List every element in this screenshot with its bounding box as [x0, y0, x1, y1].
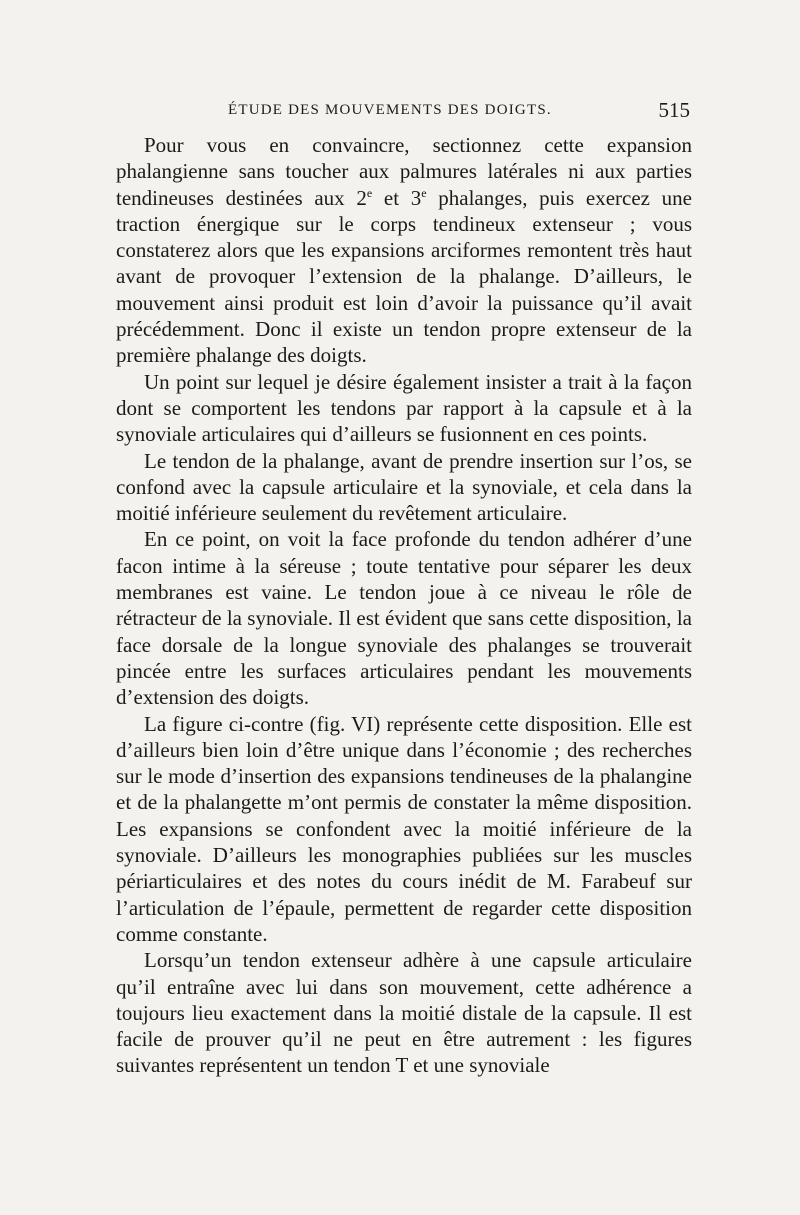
paragraph-1-part-c: phalanges, puis exercez une traction énergique sur le corps tendineux extenseur ; vous constaterez alors que les expansions arciformes remontent très haut avant de provoquer l’extension de la phalange. D’ailleurs, le mouvement ainsi produit est loin d’avoir la puissance qu’il avait précédemment. Donc il existe un tendon propre extenseur de la première phalange des doigts.	[116, 185, 692, 368]
running-header	[118, 98, 690, 128]
running-title: ÉTUDE DES MOUVEMENTS DES DOIGTS.	[228, 102, 552, 118]
paragraph-2: Un point sur lequel je désire également insister a trait à la façon dont se comportent les tendons par rapport à la capsule et à la synoviale articulaires qui d’ailleurs se fusionnent en ces points.	[116, 369, 692, 447]
paragraph-3: Le tendon de la phalange, avant de prendre insertion sur l’os, se confond avec la capsule articulaire et la synoviale, et cela dans la moitié inférieure seulement du revêtement articulaire.	[116, 448, 692, 526]
paragraph-1-part-b: et 3	[372, 185, 422, 210]
paragraph-6: Lorsqu’un tendon extenseur adhère à une capsule articulaire qu’il entraîne avec lui dans son mouvement, cette adhérence a toujours lieu exactement dans la moitié distale de la capsule. Il est facile de prouver qu’il ne peut en être autrement : les figures suivantes représentent un tendon T et une synoviale	[116, 948, 692, 1078]
page-number: 515	[658, 98, 690, 122]
paragraph-4: En ce point, on voit la face profonde du tendon adhérer d’une facon intime à la séreuse ; toute tentative pour séparer les deux membranes est vaine. Le tendon joue à ce niveau le rôle de rétracteur de la synoviale. Il est évident que sans cette disposition, la face dorsale de la longue synoviale des phalanges se trouverait pincée entre les surfaces articulaires pendant les mouvements d’extension des doigts.	[116, 527, 692, 710]
superscript-e-1: e	[366, 185, 373, 200]
superscript-e-2: e	[421, 185, 427, 200]
body-text	[116, 132, 692, 1079]
paragraph-1	[116, 132, 692, 369]
paragraph-1-part-a: Pour vous en convaincre, sectionnez cette expansion phalangienne sans toucher aux palmures latérales ni aux parties tendineuses destinées aux 2	[116, 133, 692, 210]
paragraph-5: La figure ci-contre (fig. VI) représente cette disposition. Elle est d’ailleurs bien loin d’être unique dans l’économie ; des recherches sur le mode d’insertion des expansions tendineuses de la phalangine et de la phalangette m’ont permis de constater la même disposition. Les expansions se confondent avec la moitié inférieure de la synoviale. D’ailleurs les monographies publiées sur les muscles périarticulaires et des notes du cours inédit de M. Farabeuf sur l’articulation de l’épaule, permettent de regarder cette disposition comme constante.	[116, 711, 692, 946]
